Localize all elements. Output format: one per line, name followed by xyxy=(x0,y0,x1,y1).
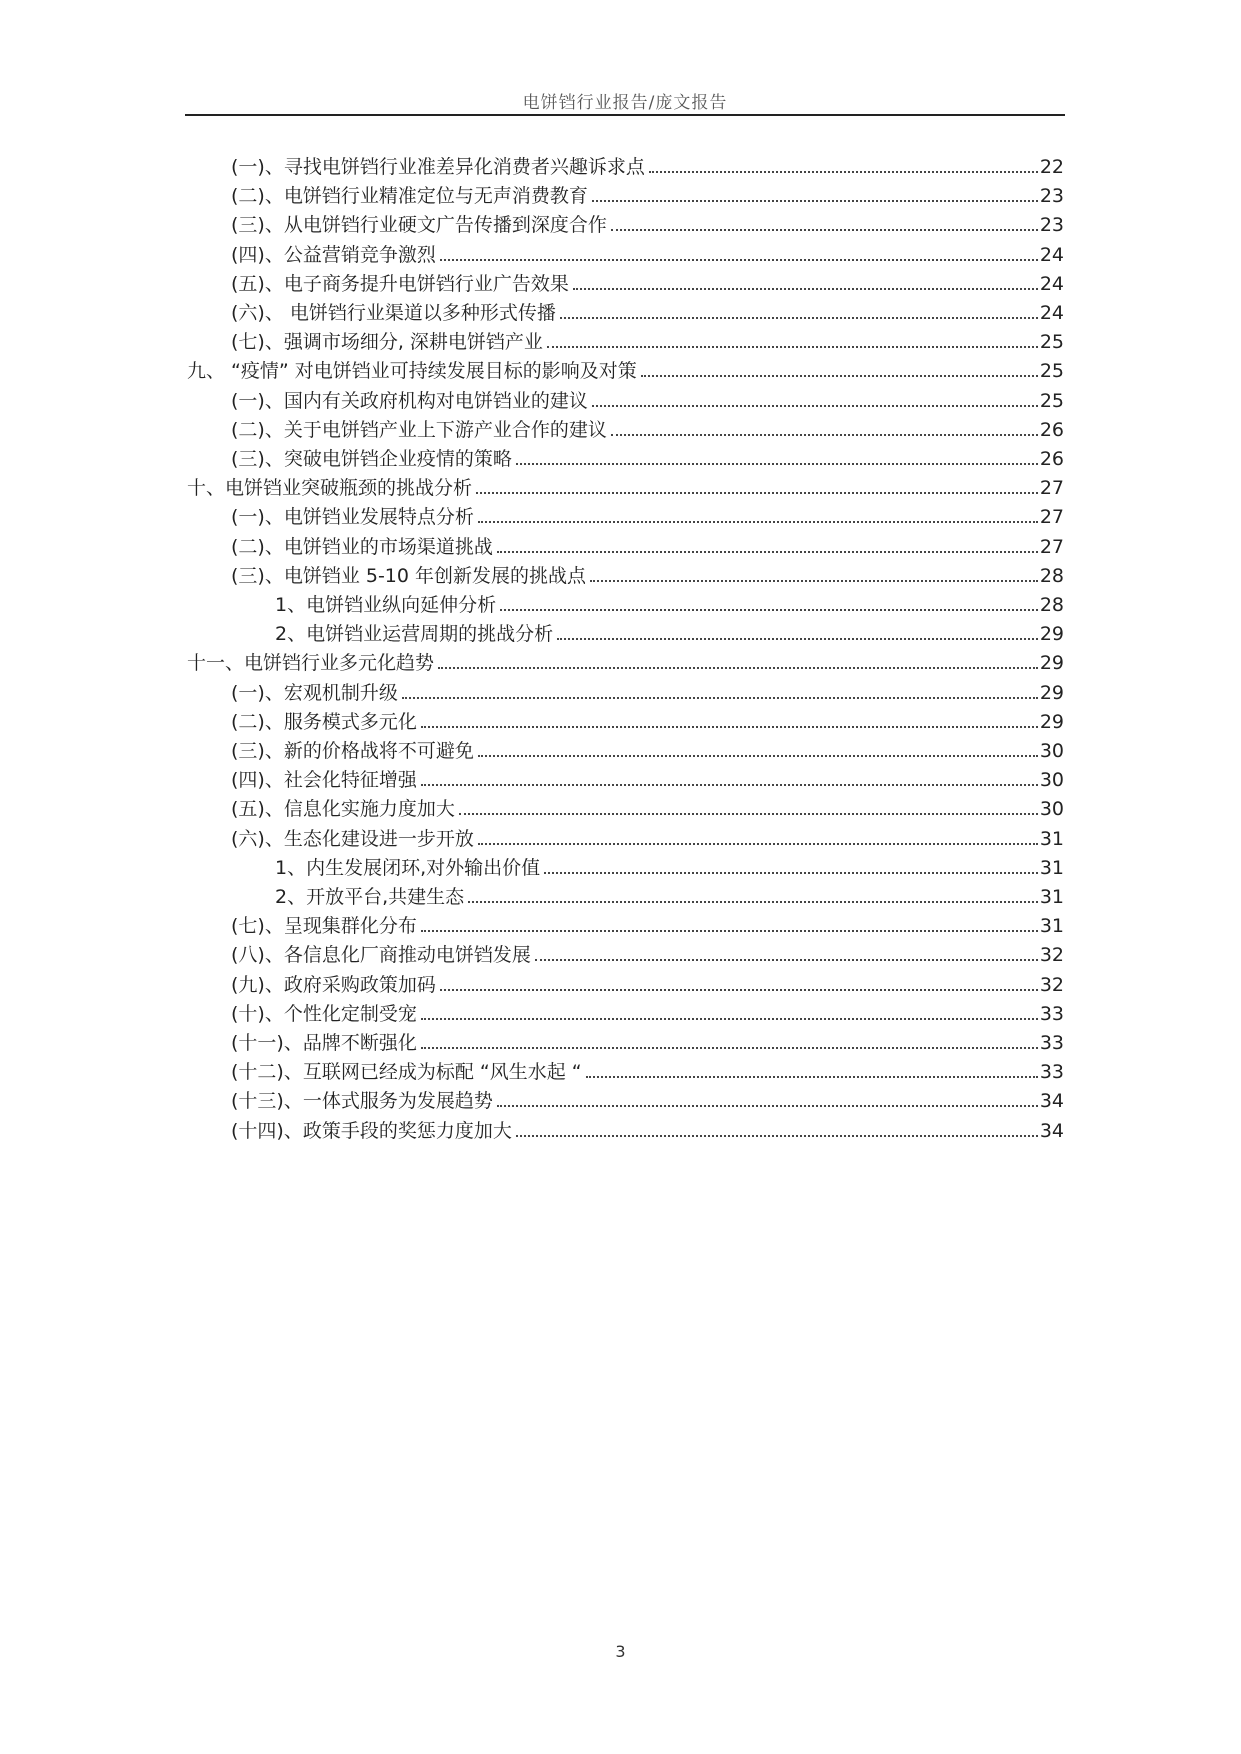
toc-dot-leader xyxy=(516,463,1038,465)
toc-entry-title: (三)、突破电饼铛企业疫情的策略 xyxy=(231,448,512,470)
toc-entry[interactable] xyxy=(231,967,1064,997)
toc-entry-page: 27 xyxy=(1039,506,1064,529)
toc-entry-page: 28 xyxy=(1039,564,1064,587)
toc-entry-page: 33 xyxy=(1039,1061,1064,1084)
toc-entry-title: (四)、社会化特征增强 xyxy=(231,769,417,792)
toc-entry[interactable] xyxy=(231,499,1064,529)
toc-dot-leader xyxy=(547,346,1038,348)
toc-dot-leader xyxy=(440,259,1038,261)
toc-entry-title: (一)、国内有关政府机构对电饼铛业的建议 xyxy=(231,389,588,412)
toc-entry-title: (九)、政府采购政策加码 xyxy=(231,973,436,996)
toc-entry[interactable] xyxy=(231,207,1064,237)
toc-entry[interactable] xyxy=(231,791,1064,821)
toc-entry-title: (十四)、政策手段的奖惩力度加大 xyxy=(231,1119,512,1142)
toc-entry-title: 十、电饼铛业突破瓶颈的挑战分析 xyxy=(187,477,473,500)
toc-entry-page: 31 xyxy=(1039,915,1064,938)
toc-entry[interactable] xyxy=(231,324,1064,354)
toc-entry-page: 31 xyxy=(1039,886,1064,908)
toc-entry-page: 29 xyxy=(1039,623,1064,646)
toc-dot-leader xyxy=(586,1076,1038,1078)
toc-dot-leader xyxy=(590,580,1038,582)
toc-entry-page: 27 xyxy=(1039,535,1064,558)
toc-entry-title: (八)、各信息化厂商推动电饼铛发展 xyxy=(231,944,531,967)
toc-entry[interactable] xyxy=(231,266,1064,296)
toc-entry[interactable] xyxy=(187,353,1064,383)
toc-dot-leader xyxy=(611,229,1038,231)
toc-dot-leader xyxy=(440,989,1038,991)
toc-entry-title: (二)、电饼铛行业精准定位与无声消费教育 xyxy=(231,185,588,208)
toc-entry-title: 十一、电饼铛行业多元化趋势 xyxy=(187,652,435,675)
toc-entry-title: (二)、电饼铛业的市场渠道挑战 xyxy=(231,535,493,558)
toc-entry-page: 34 xyxy=(1039,1119,1064,1142)
toc-entry-title: (十)、个性化定制受宠 xyxy=(231,1002,417,1025)
toc-entry[interactable] xyxy=(231,733,1064,763)
toc-entry[interactable] xyxy=(231,908,1064,938)
toc-entry-page: 24 xyxy=(1039,272,1064,295)
toc-dot-leader xyxy=(438,667,1038,669)
toc-entry-title: (二)、关于电饼铛产业上下游产业合作的建议 xyxy=(231,418,607,441)
toc-entry-page: 23 xyxy=(1039,185,1064,208)
toc-entry-title: (六)、生态化建设进一步开放 xyxy=(231,827,474,850)
toc-entry[interactable] xyxy=(275,879,1064,909)
toc-dot-leader xyxy=(476,492,1038,494)
toc-entry-page: 31 xyxy=(1039,856,1064,879)
toc-dot-leader xyxy=(478,843,1038,845)
toc-entry-page: 30 xyxy=(1039,798,1064,821)
toc-dot-leader xyxy=(516,1135,1038,1137)
toc-dot-leader xyxy=(478,521,1038,523)
toc-entry[interactable] xyxy=(231,937,1064,967)
toc-dot-leader xyxy=(497,551,1038,553)
toc-dot-leader xyxy=(611,434,1038,436)
toc-entry[interactable] xyxy=(231,821,1064,851)
toc-entry-title: (三)、电饼铛业 5-10 年创新发展的挑战点 xyxy=(231,564,587,587)
toc-entry-title: (一)、电饼铛业发展特点分析 xyxy=(231,506,474,529)
toc-entry-page: 26 xyxy=(1039,418,1064,441)
toc-entry[interactable] xyxy=(275,616,1064,646)
toc-entry-page: 24 xyxy=(1039,302,1064,324)
toc-dot-leader xyxy=(592,405,1038,407)
toc-dot-leader xyxy=(535,959,1038,961)
toc-dot-leader xyxy=(557,638,1038,640)
toc-entry[interactable] xyxy=(187,470,1064,500)
toc-entry-page: 27 xyxy=(1039,477,1064,500)
toc-entry-page: 29 xyxy=(1039,681,1064,704)
toc-entry-title: (五)、信息化实施力度加大 xyxy=(231,798,455,821)
toc-entry-title: (十二)、互联网已经成为标配 “风生水起 “ xyxy=(231,1061,582,1084)
toc-entry-title: (四)、公益营销竞争激烈 xyxy=(231,243,436,266)
toc-entry-page: 22 xyxy=(1039,156,1064,178)
toc-entry-page: 24 xyxy=(1039,243,1064,266)
toc-entry[interactable] xyxy=(187,645,1064,675)
toc-entry[interactable] xyxy=(231,762,1064,792)
toc-entry-title: (三)、新的价格战将不可避免 xyxy=(231,740,474,762)
toc-dot-leader xyxy=(641,375,1038,377)
toc-entry[interactable] xyxy=(231,675,1064,705)
running-header: 电饼铛行业报告/庞文报告 xyxy=(522,93,728,113)
toc-entry-page: 32 xyxy=(1039,973,1064,996)
toc-dot-leader xyxy=(649,171,1038,173)
toc-entry-title: (七)、呈现集群化分布 xyxy=(231,915,417,938)
toc-dot-leader xyxy=(421,726,1038,728)
toc-entry-page: 30 xyxy=(1039,769,1064,792)
toc-entry[interactable] xyxy=(275,587,1064,617)
toc-entry[interactable] xyxy=(231,383,1064,413)
toc-entry-page: 30 xyxy=(1039,740,1064,762)
toc-entry[interactable] xyxy=(231,412,1064,442)
toc-dot-leader xyxy=(421,1047,1038,1049)
toc-entry-page: 25 xyxy=(1039,389,1064,412)
toc-entry[interactable] xyxy=(231,704,1064,734)
toc-entry[interactable] xyxy=(231,178,1064,208)
toc-entry-title: 2、开放平台,共建生态 xyxy=(275,886,465,908)
toc-dot-leader xyxy=(478,755,1038,757)
toc-entry-title: (七)、强调市场细分, 深耕电饼铛产业 xyxy=(231,331,543,354)
toc-dot-leader xyxy=(592,200,1038,202)
toc-entry-page: 33 xyxy=(1039,1002,1064,1025)
toc-entry-title: (十三)、一体式服务为发展趋势 xyxy=(231,1090,493,1113)
toc-entry[interactable] xyxy=(231,996,1064,1026)
toc-entry-title: (十一)、品牌不断强化 xyxy=(231,1032,417,1054)
toc-entry-title: (五)、电子商务提升电饼铛行业广告效果 xyxy=(231,272,569,295)
toc-entry-page: 26 xyxy=(1039,448,1064,470)
toc-entry[interactable] xyxy=(231,1054,1064,1084)
toc-entry-title: 2、电饼铛业运营周期的挑战分析 xyxy=(275,623,554,646)
toc-entry-title: (一)、宏观机制升级 xyxy=(231,681,398,704)
toc-entry[interactable] xyxy=(275,850,1064,880)
toc-entry-page: 29 xyxy=(1039,710,1064,733)
toc-entry-title: 1、电饼铛业纵向延伸分析 xyxy=(275,594,497,616)
toc-dot-leader xyxy=(421,930,1038,932)
toc-entry-title: (六)、 电饼铛行业渠道以多种形式传播 xyxy=(231,302,556,324)
toc-entry-page: 31 xyxy=(1039,827,1064,850)
toc-entry-page: 32 xyxy=(1039,944,1064,967)
toc-entry[interactable] xyxy=(231,558,1064,588)
toc-entry[interactable] xyxy=(231,237,1064,267)
toc-entry[interactable] xyxy=(231,149,1064,179)
toc-entry[interactable] xyxy=(231,441,1064,471)
header-rule xyxy=(185,114,1065,116)
toc-dot-leader xyxy=(402,697,1038,699)
toc-dot-leader xyxy=(560,317,1038,319)
toc-entry-page: 23 xyxy=(1039,214,1064,237)
toc-entry-page: 29 xyxy=(1039,652,1064,675)
toc-entry-page: 34 xyxy=(1039,1090,1064,1113)
toc-dot-leader xyxy=(459,813,1038,815)
toc-entry-title: (一)、寻找电饼铛行业准差异化消费者兴趣诉求点 xyxy=(231,156,645,178)
toc-entry-page: 28 xyxy=(1039,594,1064,616)
toc-entry[interactable] xyxy=(231,295,1064,325)
toc-entry-page: 33 xyxy=(1039,1032,1064,1054)
toc-entry[interactable] xyxy=(231,529,1064,559)
page-number: 3 xyxy=(615,1642,626,1661)
toc-dot-leader xyxy=(544,872,1038,874)
toc-entry-title: (二)、服务模式多元化 xyxy=(231,710,417,733)
toc-dot-leader xyxy=(421,784,1038,786)
toc-entry[interactable] xyxy=(231,1083,1064,1113)
toc-entry[interactable] xyxy=(231,1025,1064,1055)
toc-dot-leader xyxy=(497,1105,1038,1107)
toc-entry[interactable] xyxy=(231,1113,1064,1143)
toc-entry-title: 1、内生发展闭环,对外输出价值 xyxy=(275,856,541,879)
toc-entry-title: (三)、从电饼铛行业硬文广告传播到深度合作 xyxy=(231,214,607,237)
toc-entry-title: 九、 “疫情” 对电饼铛业可持续发展目标的影响及对策 xyxy=(187,360,637,383)
toc-dot-leader xyxy=(421,1018,1038,1020)
toc-dot-leader xyxy=(500,609,1038,611)
toc-dot-leader xyxy=(468,901,1038,903)
toc-entry-page: 25 xyxy=(1039,360,1064,383)
toc-entry-page: 25 xyxy=(1039,331,1064,354)
toc-dot-leader xyxy=(573,288,1038,290)
